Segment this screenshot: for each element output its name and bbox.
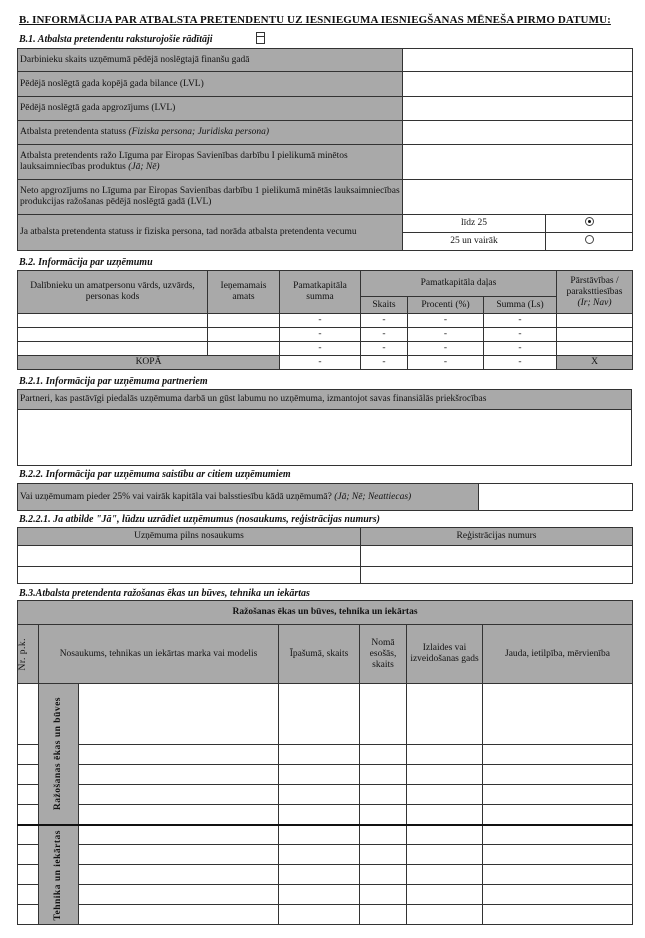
cell[interactable]: - [484,328,557,342]
cell[interactable] [483,905,633,925]
cell[interactable] [18,328,208,342]
cell[interactable] [18,885,39,905]
cell[interactable] [79,905,279,925]
b221-table [17,527,633,584]
table-row [18,865,633,885]
cell[interactable] [279,845,360,865]
produces-input[interactable] [403,145,633,180]
ownership-question: Vai uzņēmumam pieder 25% vai vairāk kapitāla vai balsstiesību kādā uzņēmumā? [20,491,335,502]
cell[interactable] [360,905,407,925]
cell[interactable] [360,765,407,785]
cell[interactable] [18,314,208,328]
total-label: KOPĀ [18,356,280,370]
cell[interactable] [407,785,483,805]
col-company-name: Uzņēmuma pilns nosaukums [18,528,361,546]
cell[interactable] [407,765,483,785]
b1-table [17,48,633,251]
age-option-label: 25 un vairāk [403,233,546,251]
cell[interactable] [361,546,633,567]
col-owned: Īpašumā, skaits [279,625,360,684]
cell[interactable] [18,845,39,865]
partners-label: Partneri, kas pastāvīgi piedalās uzņēmuma darbā un gūst labumu no uzņēmuma, izmantojot savas finansiālās priekšrocības [18,390,632,410]
cell[interactable] [407,905,483,925]
col-percent: Procenti (%) [408,297,484,314]
cell[interactable] [279,745,360,765]
cell[interactable] [483,765,633,785]
cell[interactable] [18,905,39,925]
cell[interactable] [483,865,633,885]
cell[interactable] [407,684,483,745]
cell[interactable] [79,845,279,865]
group-buildings: Ražošanas ēkas un būves [53,697,63,811]
cell: - [408,356,484,370]
col-rented: Nomā esošās, skaits [360,625,407,684]
cell[interactable]: - [280,314,361,328]
cell[interactable] [483,805,633,825]
cell[interactable] [279,765,360,785]
b2-heading: B.2. Informācija par uzņēmumu [19,257,153,268]
cell[interactable]: - [408,342,484,356]
cell[interactable] [79,865,279,885]
b3-heading: B.3.Atbalsta pretendenta ražošanas ēkas un būves, tehnika un iekārtas [19,588,310,599]
cell[interactable] [18,765,39,785]
ownership-label [18,484,479,511]
cell[interactable] [18,865,39,885]
cell[interactable]: - [484,342,557,356]
cell: - [484,356,557,370]
cell[interactable] [483,745,633,765]
ownership-input[interactable] [479,484,633,511]
row-label: Pēdējā noslēgtā gada apgrozījums (LVL) [18,97,403,121]
cell[interactable] [79,825,279,845]
col-position: Ieņemamais amats [208,271,280,314]
status-hint: (Fiziska persona; Juridiska persona) [128,127,270,137]
cell[interactable] [557,314,633,328]
cell[interactable] [360,845,407,865]
col-count: Skaits [361,297,408,314]
col-year: Izlaides vai izveidošanas gads [407,625,483,684]
col-power: Jauda, ietilpība, mērvienība [483,625,633,684]
cell[interactable] [360,865,407,885]
b3-table-title: Ražošanas ēkas un būves, tehnika un iekārtas [18,601,633,625]
col-nr: Nr. p.k. [18,637,28,671]
cell[interactable] [208,328,280,342]
b1-heading: B.1. Atbalsta pretendentu raksturojošie rādītāji [19,34,213,45]
table-row [18,546,633,567]
rep-hint: (Ir; Nav) [577,297,612,308]
cell[interactable]: - [361,314,408,328]
cell[interactable] [79,745,279,765]
cell[interactable] [483,845,633,865]
row-label [18,121,403,145]
rep-label: Pārstāvības / paraksttiesības [566,275,623,297]
checkbox-icon[interactable] [256,32,265,44]
cell[interactable] [18,684,39,745]
cell[interactable] [279,865,360,885]
radio-under-25[interactable] [585,217,594,226]
col-rep [557,271,633,314]
cell[interactable]: - [408,328,484,342]
status-input[interactable] [403,121,633,145]
b221-heading: B.2.2.1. Ja atbilde "Jā", lūdzu uzrādiet uzņēmumus (nosaukums, reģistrācijas numurs) [19,514,380,525]
cell[interactable]: - [361,328,408,342]
table-row [18,825,633,845]
cell[interactable] [18,805,39,825]
produces-hint: (Jā; Nē) [128,162,160,172]
col-name: Nosaukums, tehnikas un iekārtas marka vai modelis [39,625,279,684]
b21-heading: B.2.1. Informācija par uzņēmuma partneriem [19,376,208,387]
cell[interactable] [18,546,361,567]
cell[interactable] [360,825,407,845]
produces-label: Atbalsta pretendents ražo Līguma par Eiropas Savienības darbību I pielikumā minētos lauksaimniecības produktus [20,151,348,172]
section-b-title: B. INFORMĀCIJA PAR ATBALSTA PRETENDENTU UZ IESNIEGUMA IESNIEGŠANAS MĒNEŠA PIRMO DATUMU: [19,14,611,26]
cell[interactable] [279,825,360,845]
cell[interactable] [407,865,483,885]
cell[interactable] [79,785,279,805]
cell[interactable] [208,314,280,328]
cell[interactable] [279,885,360,905]
cell[interactable]: - [408,314,484,328]
cell[interactable] [18,785,39,805]
b2-table [17,270,633,370]
cell[interactable] [79,765,279,785]
cell[interactable] [279,684,360,745]
partners-input[interactable] [18,410,632,466]
age-label: Ja atbalsta pretendenta statuss ir fiziska persona, tad norāda atbalsta pretendenta vecumu [18,215,403,251]
cell[interactable] [360,684,407,745]
cell[interactable] [407,885,483,905]
col-sum: Summa (Ls) [484,297,557,314]
cell[interactable] [279,805,360,825]
b3-table [17,600,633,925]
cell[interactable] [407,825,483,845]
row-label: Pēdējā noslēgtā gada kopējā gada bilance (LVL) [18,72,403,97]
turnover-input[interactable] [403,97,633,121]
cell: - [361,356,408,370]
employees-input[interactable] [403,49,633,72]
group-machinery: Tehnika un iekārtas [53,829,63,920]
cell[interactable] [79,885,279,905]
cell[interactable] [18,342,208,356]
cell[interactable] [208,342,280,356]
b22-heading: B.2.2. Informācija par uzņēmuma saistību ar citiem uzņēmumiem [19,469,291,480]
col-capital: Pamatkapitāla summa [280,271,361,314]
table-row [18,745,633,765]
table-row [18,885,633,905]
cell[interactable] [557,342,633,356]
cell[interactable]: - [361,342,408,356]
cell[interactable] [18,745,39,765]
cell[interactable] [18,825,39,845]
row-label: Darbinieku skaits uzņēmumā pēdējā noslēgtajā finanšu gadā [18,49,403,72]
cell[interactable] [407,805,483,825]
cell[interactable]: - [280,342,361,356]
table-row [18,805,633,825]
cell[interactable] [360,745,407,765]
cell[interactable] [79,684,279,745]
table-row [18,328,633,342]
cell[interactable]: - [280,328,361,342]
net-turnover-input[interactable] [403,180,633,215]
cell[interactable] [361,567,633,584]
cell[interactable] [18,567,361,584]
total-x: X [557,356,633,370]
table-row [18,314,633,328]
table-row [18,342,633,356]
cell[interactable] [557,328,633,342]
cell[interactable] [483,825,633,845]
table-row [18,905,633,925]
table-row [18,567,633,584]
cell[interactable] [407,745,483,765]
cell[interactable] [483,684,633,745]
cell[interactable] [407,845,483,865]
age-option-label: līdz 25 [403,215,546,233]
cell[interactable] [360,885,407,905]
cell[interactable] [79,805,279,825]
cell[interactable] [279,905,360,925]
row-label: Neto apgrozījums no Līguma par Eiropas Savienības darbību 1 pielikumā minētās lauksaimniecības produkcijas ražošanas pēdējā noslēgtā gadā (LVL) [18,180,403,215]
b21-table [17,389,632,466]
table-row [18,765,633,785]
radio-25-plus[interactable] [585,235,594,244]
cell[interactable] [483,785,633,805]
total-row [18,356,633,370]
status-label: Atbalsta pretendenta statuss [20,127,129,137]
cell[interactable] [279,785,360,805]
col-reg-number: Reģistrācijas numurs [361,528,633,546]
table-row [18,684,633,745]
ownership-hint: (Jā; Nē; Neattiecas) [334,491,412,502]
cell[interactable]: - [484,314,557,328]
balance-input[interactable] [403,72,633,97]
row-label [18,145,403,180]
col-name: Dalībnieku un amatpersonu vārds, uzvārds, personas kods [18,271,208,314]
cell: - [280,356,361,370]
cell[interactable] [360,805,407,825]
cell[interactable] [360,785,407,805]
table-row [18,785,633,805]
col-shares: Pamatkapitāla daļas [361,271,557,297]
b22-table [17,483,633,511]
table-row [18,845,633,865]
cell[interactable] [483,885,633,905]
